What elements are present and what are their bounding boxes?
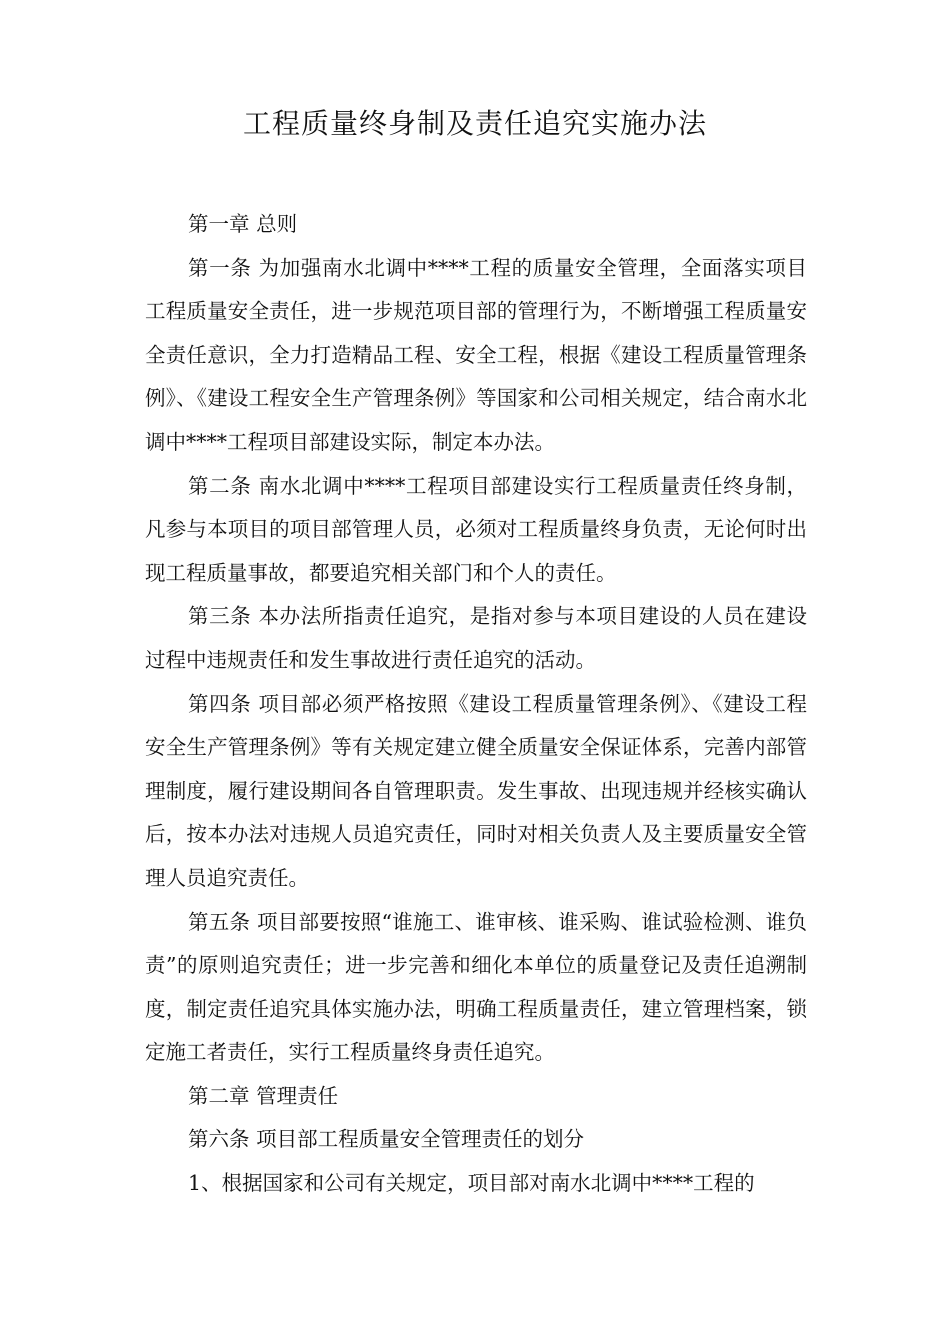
document-body bbox=[145, 203, 807, 1206]
chapter-heading-2: 第二章 管理责任 bbox=[188, 1083, 339, 1108]
article-6-item-1: 1、根据国家和公司有关规定，项目部对南水北调中****工程的 bbox=[188, 1171, 755, 1196]
article-3: 第三条 本办法所指责任追究，是指对参与本项目建设的人员在建设过程中违规责任和发生事故进行责任追究的活动。 bbox=[145, 604, 807, 672]
article-6-heading: 第六条 项目部工程质量安全管理责任的划分 bbox=[188, 1127, 585, 1152]
article-1: 第一条 为加强南水北调中****工程的质量安全管理，全面落实项目工程质量安全责任，进一步规范项目部的管理行为，不断增强工程质量安全责任意识，全力打造精品工程、安全工程，根据《建设工程质量管理条例》、《建设工程安全生产管理条例》等国家和公司相关规定，结合南水北调中****工程项目部建设实际，制定本办法。 bbox=[145, 255, 807, 454]
article-5: 第五条 项目部要按照“谁施工、谁审核、谁采购、谁试验检测、谁负责”的原则追究责任；进一步完善和细化本单位的质量登记及责任追溯制度，制定责任追究具体实施办法，明确工程质量责任，建立管理档案，锁定施工者责任，实行工程质量终身责任追究。 bbox=[145, 909, 807, 1065]
article-2: 第二条 南水北调中****工程项目部建设实行工程质量责任终身制，凡参与本项目的项目部管理人员，必须对工程质量终身负责，无论何时出现工程质量事故，都要追究相关部门和个人的责任。 bbox=[145, 473, 807, 585]
chapter-heading-1: 第一章 总则 bbox=[188, 212, 298, 236]
document-title: 工程质量终身制及责任追究实施办法 bbox=[242, 107, 707, 140]
article-4: 第四条 项目部必须严格按照《建设工程质量管理条例》、《建设工程安全生产管理条例》等有关规定建立健全质量安全保证体系，完善内部管理制度，履行建设期间各自管理职责。发生事故、出现违规并经核实确认后，按本办法对违规人员追究责任，同时对相关负责人及主要质量安全管理人员追究责任。 bbox=[145, 691, 807, 890]
